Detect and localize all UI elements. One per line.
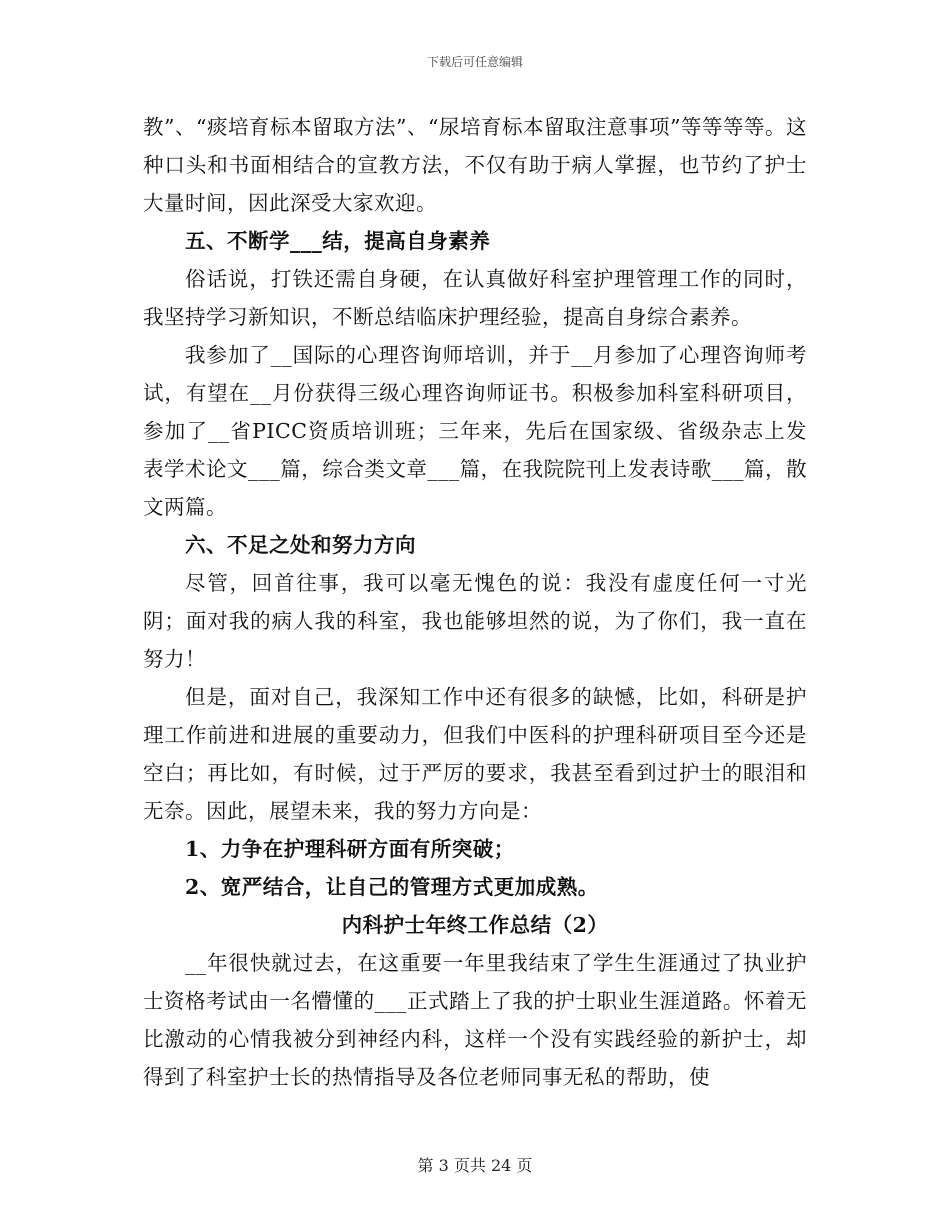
paragraph-education-methods: 教”、“痰培育标本留取方法”、“尿培育标本留取注意事项”等等等等。这种口头和书面相结合的宣教方法，不仅有助于病人掌握，也节约了护士大量时间，因此深受大家欢迎。	[143, 115, 807, 215]
goal-item-2: 2、宽严结合，让自己的管理方式更加成熟。	[185, 875, 599, 899]
paragraph-training: 我参加了__国际的心理咨询师培训，并于__月参加了心理咨询师考试，有望在__月份获得三级心理咨询师证书。积极参加科室科研项目，参加了__省PICC资质培训班；三年来，先后在国家级、省级杂志上发表学术论文___篇，综合类文章___篇，在我院院刊上发表诗歌___篇，散文两篇。	[143, 343, 807, 519]
page-header: 下载后可任意编辑	[426, 55, 523, 69]
goal-item-1: 1、力争在护理科研方面有所突破；	[185, 837, 515, 861]
paragraph-reflection: 尽管，回首往事，我可以毫无愧色的说：我没有虚度任何一寸光阴；面对我的病人我的科室，我也能够坦然的说，为了你们，我一直在努力！	[143, 571, 807, 671]
paragraph-shortcomings: 但是，面对自己，我深知工作中还有很多的缺憾，比如，科研是护理工作前进和进展的重要动力，但我们中医科的护理科研项目至今还是空白；再比如，有时候，过于严厉的要求，我甚至看到过护士的眼泪和无奈。因此，展望未来，我的努力方向是：	[143, 685, 807, 823]
section-title-2: 内科护士年终工作总结（2）	[341, 913, 609, 937]
paragraph-new-year: __年很快就过去，在这重要一年里我结束了学生生涯通过了执业护士资格考试由一名懵懂的___正式踏上了我的护士职业生涯道路。怀着无比激动的心情我被分到神经内科，这样一个没有实践经验的新护士，却得到了科室护士长的热情指导及各位老师同事无私的帮助，使	[143, 951, 807, 1089]
section-heading-5: 五、不断学___结，提高自身素养	[185, 229, 491, 253]
page-footer: 第 3 页共 24 页	[417, 1156, 533, 1175]
paragraph-self-improvement: 俗话说，打铁还需自身硬，在认真做好科室护理管理工作的同时，我坚持学习新知识，不断总结临床护理经验，提高自身综合素养。	[143, 267, 807, 329]
section-heading-6: 六、不足之处和努力方向	[185, 533, 416, 557]
document-body	[143, 108, 807, 1096]
